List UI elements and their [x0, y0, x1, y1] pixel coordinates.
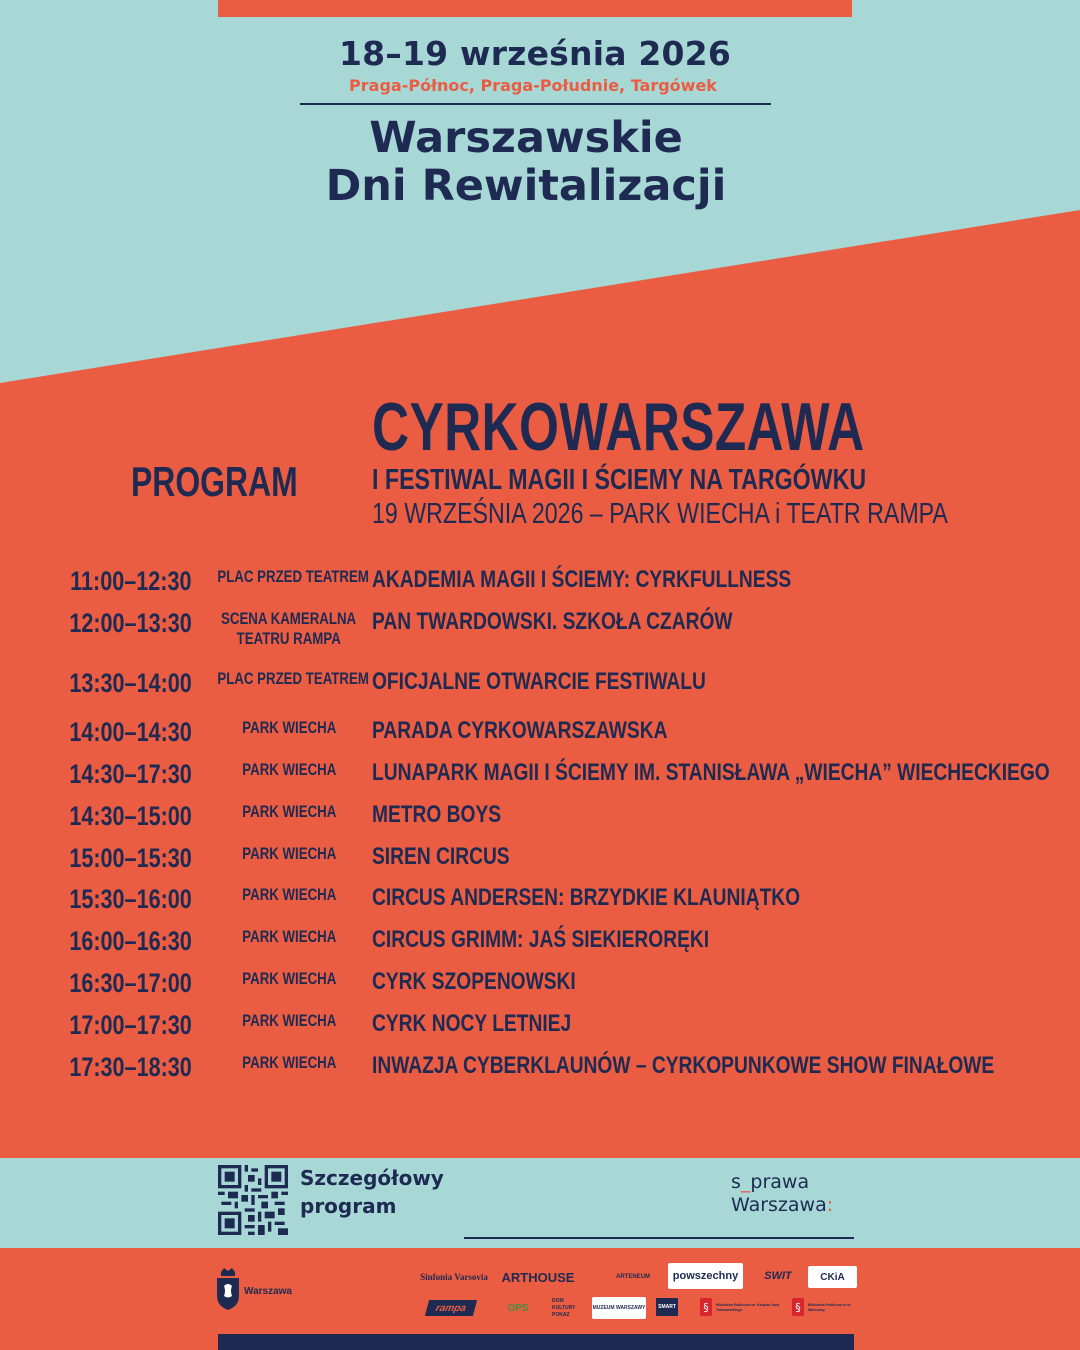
sponsor-logo: MUZEUM WARSZAWY — [592, 1297, 646, 1319]
title-line-2: Dni Rewitalizacji — [325, 161, 727, 211]
program-label: PROGRAM — [131, 458, 298, 505]
row-time: 14:30–15:00 — [69, 801, 193, 831]
row-place: PLAC PRZED TEATREM — [217, 669, 369, 688]
row-time: 11:00–12:30 — [70, 566, 192, 596]
row-place: PARK WIECHA — [241, 1011, 337, 1030]
sponsor-logo: Sinfonia Varsovia — [420, 1271, 488, 1282]
festival-subtitle: I FESTIWAL MAGII I ŚCIEMY NA TARGÓWKU — [372, 464, 867, 496]
row-event: CYRK NOCY LETNIEJ — [372, 1010, 572, 1037]
row-place: PARK WIECHA — [241, 969, 337, 988]
sponsor-logo: Biblioteka Publiczna m.st. Warszawy — [808, 1303, 852, 1312]
title-line-1: Warszawskie — [369, 113, 683, 163]
warszawa-logo-text: Warszawa — [244, 1286, 292, 1297]
row-place: PARK WIECHA — [241, 844, 337, 863]
row-event: OFICJALNE OTWARCIE FESTIWALU — [372, 668, 706, 695]
sponsor-logo: SMART — [656, 1298, 678, 1316]
row-time: 15:30–16:00 — [69, 884, 193, 914]
row-place: PLAC PRZED TEATREM — [217, 567, 369, 586]
row-time: 16:00–16:30 — [69, 926, 193, 956]
library-icon — [790, 1297, 806, 1317]
row-time: 13:30–14:00 — [69, 668, 193, 698]
row-time: 17:30–18:30 — [69, 1052, 193, 1082]
row-event: SIREN CIRCUS — [372, 843, 510, 870]
row-time: 12:00–13:30 — [69, 608, 193, 638]
sponsor-logo: CKiA — [808, 1266, 857, 1288]
sponsor-logo: DOM KULTURY POKAZ — [552, 1297, 576, 1318]
header-divider — [300, 103, 771, 105]
row-event: CIRCUS GRIMM: JAŚ SIEKIERORĘKI — [372, 926, 710, 953]
row-place: PARK WIECHA — [241, 760, 337, 779]
row-time: 16:30–17:00 — [69, 968, 193, 998]
library-icon — [698, 1297, 714, 1317]
row-event: INWAZJA CYBERKLAUNÓW – CYRKOPUNKOWE SHOW FINAŁOWE — [372, 1052, 995, 1079]
sponsor-logo: SWIT — [764, 1270, 792, 1282]
row-event: PAN TWARDOWSKI. SZKOŁA CZARÓW — [372, 608, 733, 635]
event-locations: Praga-Północ, Praga-Południe, Targówek — [349, 76, 717, 95]
sponsor-logo: powszechny — [668, 1263, 743, 1289]
warszawa-crest-icon — [214, 1266, 242, 1310]
row-place: SCENA KAMERALNA TEATRU RAMPA — [221, 609, 357, 648]
svg-text:§: § — [703, 1301, 709, 1314]
qr-code-icon[interactable] — [218, 1165, 288, 1235]
sponsor-logo: OPS — [507, 1302, 529, 1314]
row-time: 15:00–15:30 — [69, 843, 193, 873]
row-place: PARK WIECHA — [241, 885, 337, 904]
svg-text:§: § — [795, 1301, 801, 1314]
row-place: PARK WIECHA — [241, 802, 337, 821]
bottom-bar — [218, 1334, 854, 1350]
row-time: 14:30–17:30 — [69, 759, 193, 789]
row-time: 17:00–17:30 — [69, 1010, 193, 1040]
footer-divider — [464, 1237, 854, 1239]
event-date: 18–19 września 2026 — [338, 34, 732, 73]
festival-name: CYRKOWARSZAWA — [372, 389, 865, 465]
row-place: PARK WIECHA — [241, 927, 337, 946]
page-title — [0, 114, 1052, 210]
festival-date-place: 19 WRZEŚNIA 2026 – PARK WIECHA i TEATR RAMPA — [372, 498, 948, 530]
sponsor-logo: ARTHOUSE — [501, 1269, 575, 1285]
row-event: CIRCUS ANDERSEN: BRZYDKIE KLAUNIĄTKO — [372, 884, 801, 911]
sprawa-warszawa-logo: s_prawa Warszawa: — [731, 1171, 834, 1216]
row-event: METRO BOYS — [372, 801, 502, 828]
row-event: CYRK SZOPENOWSKI — [372, 968, 576, 995]
detailed-program-link[interactable]: Szczegółowy program — [300, 1166, 444, 1218]
row-event: PARADA CYRKOWARSZAWSKA — [372, 717, 668, 744]
row-event: LUNAPARK MAGII I ŚCIEMY IM. STANISŁAWA „WIECHA” WIECHECKIEGO — [372, 759, 1050, 786]
sponsor-logo: rampa — [425, 1300, 477, 1316]
row-event: AKADEMIA MAGII I ŚCIEMY: CYRKFULLNESS — [372, 566, 792, 593]
row-place: PARK WIECHA — [241, 718, 337, 737]
sponsor-logo: Biblioteka Publiczna im. Księdza Jana Twardowskiego — [716, 1303, 780, 1312]
sponsor-logo: ARTENEUM — [616, 1274, 650, 1280]
row-place: PARK WIECHA — [241, 1053, 337, 1072]
row-time: 14:00–14:30 — [69, 717, 193, 747]
